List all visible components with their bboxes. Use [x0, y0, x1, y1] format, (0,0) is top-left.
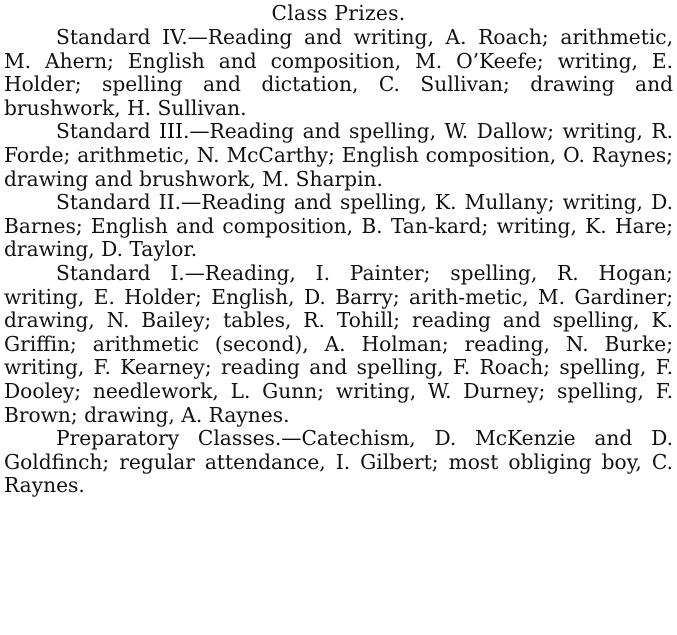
paragraph-standard-iv: Standard IV.—Reading and writing, A. Roach; arithmetic, M. Ahern; English and composition, M. O’Keefe; writing, E. Holder; spelling and dictation, C. Sullivan; drawing and brushwork, H. Sullivan.: [4, 25, 673, 120]
section-title: Class Prizes.: [271, 1, 406, 25]
paragraph-preparatory-classes: Preparatory Classes.—Catechism, D. McKenzie and D. Goldfinch; regular attendance, I. Gilbert; most obliging boy, C. Raynes.: [4, 426, 673, 498]
paragraph-standard-i: Standard I.—Reading, I. Painter; spelling, R. Hogan; writing, E. Holder; English, D. Barry; arith-metic, M. Gardiner; drawing, N. Bailey; tables, R. Tohill; reading and spelling, K. Griffin; arithmetic (second), A. Holman; reading, N. Burke; writing, F. Kearney; reading and spelling, F. Roach; spelling, F. Dooley; needlework, L. Gunn; writing, W. Durney; spelling, F. Brown; drawing, A. Raynes.: [4, 260, 673, 427]
paragraph-standard-iii: Standard III.—Reading and spelling, W. Dallow; writing, R. Forde; arithmetic, N. McCarthy; English composition, O. Raynes; drawing and brushwork, M. Sharpin.: [4, 119, 673, 191]
paragraph-standard-ii: Standard II.—Reading and spelling, K. Mullany; writing, D. Barnes; English and composition, B. Tan-kard; writing, K. Hare; drawing, D. Taylor.: [4, 190, 673, 262]
